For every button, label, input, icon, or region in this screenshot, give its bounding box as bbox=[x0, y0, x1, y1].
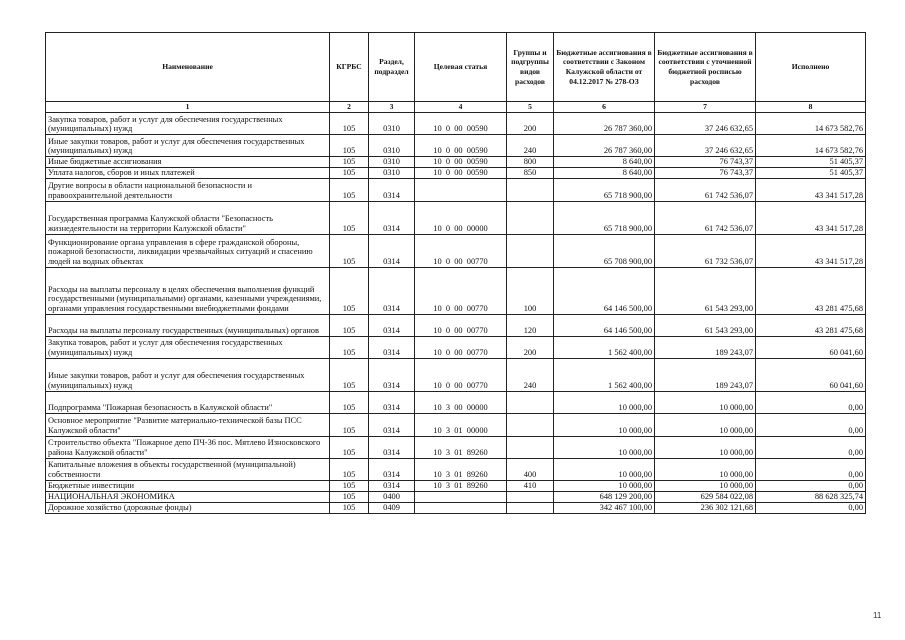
row-target-code bbox=[415, 178, 507, 201]
row-name: Строительство объекта "Пожарное депо ПЧ-36 пос. Мятлево Износковского района Калужской области" bbox=[46, 436, 330, 458]
page-number: 11 bbox=[873, 611, 882, 620]
row-name: Иные закупки товаров, работ и услуг для обеспечения государственных (муниципальных) нужд bbox=[46, 135, 330, 157]
row-kgrbs: 105 bbox=[330, 458, 369, 480]
row-name: Иные закупки товаров, работ и услуг для обеспечения государственных (муниципальных) нужд bbox=[46, 358, 330, 391]
row-name: Уплата налогов, сборов и иных платежей bbox=[46, 167, 330, 178]
row-budget-refined: 629 584 022,08 bbox=[655, 491, 756, 502]
row-executed: 14 673 582,76 bbox=[756, 135, 866, 157]
row-section: 0400 bbox=[369, 491, 415, 502]
row-kgrbs: 105 bbox=[330, 502, 369, 513]
row-expense-group bbox=[507, 391, 554, 413]
row-section: 0409 bbox=[369, 502, 415, 513]
row-budget-refined: 236 302 121,68 bbox=[655, 502, 756, 513]
row-executed: 0,00 bbox=[756, 458, 866, 480]
row-name: Иные бюджетные ассигнования bbox=[46, 157, 330, 168]
row-kgrbs: 105 bbox=[330, 358, 369, 391]
row-kgrbs: 105 bbox=[330, 491, 369, 502]
row-target-code: 10 0 00 00590 bbox=[415, 157, 507, 168]
table-row bbox=[46, 491, 866, 502]
row-expense-group: 100 bbox=[507, 267, 554, 314]
row-section: 0314 bbox=[369, 358, 415, 391]
row-budget-refined: 76 743,37 bbox=[655, 167, 756, 178]
row-budget-law: 64 146 500,00 bbox=[554, 267, 655, 314]
row-expense-group bbox=[507, 502, 554, 513]
row-expense-group bbox=[507, 178, 554, 201]
row-budget-law: 1 562 400,00 bbox=[554, 358, 655, 391]
row-executed: 43 341 517,28 bbox=[756, 234, 866, 267]
row-budget-law: 10 000,00 bbox=[554, 413, 655, 436]
table-row bbox=[46, 458, 866, 480]
row-budget-law: 10 000,00 bbox=[554, 391, 655, 413]
row-budget-refined: 10 000,00 bbox=[655, 480, 756, 491]
row-budget-law: 10 000,00 bbox=[554, 436, 655, 458]
row-kgrbs: 105 bbox=[330, 314, 369, 336]
row-name: Подпрограмма "Пожарная безопасность в Калужской области" bbox=[46, 391, 330, 413]
row-section: 0314 bbox=[369, 201, 415, 234]
row-target-code: 10 0 00 00590 bbox=[415, 113, 507, 135]
row-expense-group: 200 bbox=[507, 336, 554, 358]
header-budget-refined: Бюджетные ассигнования в соответствии с уточненной бюджетной росписью расходов bbox=[655, 33, 756, 102]
header-executed: Исполнено bbox=[756, 33, 866, 102]
row-executed: 60 041,60 bbox=[756, 358, 866, 391]
row-budget-law: 10 000,00 bbox=[554, 480, 655, 491]
row-expense-group: 120 bbox=[507, 314, 554, 336]
row-expense-group: 200 bbox=[507, 113, 554, 135]
row-budget-refined: 189 243,07 bbox=[655, 336, 756, 358]
table-row bbox=[46, 480, 866, 491]
row-section: 0314 bbox=[369, 336, 415, 358]
row-expense-group: 400 bbox=[507, 458, 554, 480]
row-expense-group bbox=[507, 201, 554, 234]
row-expense-group bbox=[507, 413, 554, 436]
row-budget-refined: 76 743,37 bbox=[655, 157, 756, 168]
header-group: Группы и подгруппы видов расходов bbox=[507, 33, 554, 102]
column-number: 4 bbox=[415, 102, 507, 113]
row-budget-law: 8 640,00 bbox=[554, 157, 655, 168]
row-budget-law: 65 718 900,00 bbox=[554, 178, 655, 201]
row-name: Закупка товаров, работ и услуг для обеспечения государственных (муниципальных) нужд bbox=[46, 336, 330, 358]
row-executed: 43 281 475,68 bbox=[756, 267, 866, 314]
table-row bbox=[46, 157, 866, 168]
row-name: Закупка товаров, работ и услуг для обеспечения государственных (муниципальных) нужд bbox=[46, 113, 330, 135]
row-section: 0310 bbox=[369, 167, 415, 178]
row-name: Другие вопросы в области национальной безопасности и правоохранительной деятельности bbox=[46, 178, 330, 201]
row-budget-refined: 189 243,07 bbox=[655, 358, 756, 391]
row-section: 0314 bbox=[369, 436, 415, 458]
table-row bbox=[46, 502, 866, 513]
table-row bbox=[46, 167, 866, 178]
row-budget-law: 1 562 400,00 bbox=[554, 336, 655, 358]
row-target-code: 10 0 00 00770 bbox=[415, 267, 507, 314]
row-executed: 0,00 bbox=[756, 480, 866, 491]
table-row bbox=[46, 436, 866, 458]
row-executed: 88 628 325,74 bbox=[756, 491, 866, 502]
row-section: 0314 bbox=[369, 314, 415, 336]
row-target-code: 10 0 00 00770 bbox=[415, 314, 507, 336]
budget-table bbox=[45, 32, 866, 514]
row-executed: 43 281 475,68 bbox=[756, 314, 866, 336]
row-kgrbs: 105 bbox=[330, 413, 369, 436]
row-kgrbs: 105 bbox=[330, 267, 369, 314]
header-target: Целевая статья bbox=[415, 33, 507, 102]
row-budget-refined: 61 732 536,07 bbox=[655, 234, 756, 267]
row-target-code: 10 3 00 00000 bbox=[415, 391, 507, 413]
row-kgrbs: 105 bbox=[330, 178, 369, 201]
row-target-code: 10 0 00 00770 bbox=[415, 358, 507, 391]
row-expense-group bbox=[507, 436, 554, 458]
table-row bbox=[46, 267, 866, 314]
row-target-code: 10 0 00 00000 bbox=[415, 201, 507, 234]
row-budget-refined: 10 000,00 bbox=[655, 391, 756, 413]
row-section: 0314 bbox=[369, 480, 415, 491]
row-executed: 0,00 bbox=[756, 413, 866, 436]
row-kgrbs: 105 bbox=[330, 167, 369, 178]
header-section: Раздел, подраздел bbox=[369, 33, 415, 102]
header-row bbox=[46, 33, 866, 102]
row-section: 0310 bbox=[369, 157, 415, 168]
row-budget-refined: 61 742 536,07 bbox=[655, 178, 756, 201]
row-budget-law: 64 146 500,00 bbox=[554, 314, 655, 336]
row-section: 0314 bbox=[369, 234, 415, 267]
table-row bbox=[46, 336, 866, 358]
row-name: НАЦИОНАЛЬНАЯ ЭКОНОМИКА bbox=[46, 491, 330, 502]
row-expense-group: 410 bbox=[507, 480, 554, 491]
row-kgrbs: 105 bbox=[330, 113, 369, 135]
row-kgrbs: 105 bbox=[330, 201, 369, 234]
row-budget-refined: 61 742 536,07 bbox=[655, 201, 756, 234]
row-section: 0310 bbox=[369, 135, 415, 157]
column-number: 6 bbox=[554, 102, 655, 113]
row-budget-refined: 10 000,00 bbox=[655, 413, 756, 436]
row-kgrbs: 105 bbox=[330, 436, 369, 458]
row-section: 0314 bbox=[369, 413, 415, 436]
row-expense-group: 800 bbox=[507, 157, 554, 168]
column-number: 3 bbox=[369, 102, 415, 113]
row-kgrbs: 105 bbox=[330, 336, 369, 358]
row-budget-law: 26 787 360,00 bbox=[554, 113, 655, 135]
row-executed: 43 341 517,28 bbox=[756, 178, 866, 201]
column-number: 1 bbox=[46, 102, 330, 113]
row-executed: 51 405,37 bbox=[756, 167, 866, 178]
row-name: Расходы на выплаты персоналу государственных (муниципальных) органов bbox=[46, 314, 330, 336]
row-target-code bbox=[415, 491, 507, 502]
row-budget-refined: 10 000,00 bbox=[655, 458, 756, 480]
row-target-code: 10 3 01 00000 bbox=[415, 413, 507, 436]
header-name: Наименование bbox=[46, 33, 330, 102]
column-number: 8 bbox=[756, 102, 866, 113]
row-expense-group bbox=[507, 234, 554, 267]
row-budget-law: 65 718 900,00 bbox=[554, 201, 655, 234]
row-expense-group: 850 bbox=[507, 167, 554, 178]
row-kgrbs: 105 bbox=[330, 391, 369, 413]
row-target-code: 10 0 00 00770 bbox=[415, 234, 507, 267]
row-section: 0314 bbox=[369, 178, 415, 201]
column-number-row bbox=[46, 102, 866, 113]
row-budget-refined: 37 246 632,65 bbox=[655, 135, 756, 157]
row-section: 0310 bbox=[369, 113, 415, 135]
row-section: 0314 bbox=[369, 267, 415, 314]
row-executed: 60 041,60 bbox=[756, 336, 866, 358]
table-body bbox=[46, 113, 866, 514]
row-budget-law: 10 000,00 bbox=[554, 458, 655, 480]
row-kgrbs: 105 bbox=[330, 234, 369, 267]
row-executed: 43 341 517,28 bbox=[756, 201, 866, 234]
row-kgrbs: 105 bbox=[330, 157, 369, 168]
row-expense-group bbox=[507, 491, 554, 502]
row-name: Расходы на выплаты персоналу в целях обеспечения выполнения функций государственными (муниципальными) органами, казенными учреждениями, органами управления государственными внебюджетными фондами bbox=[46, 267, 330, 314]
row-expense-group: 240 bbox=[507, 135, 554, 157]
row-budget-refined: 61 543 293,00 bbox=[655, 314, 756, 336]
row-kgrbs: 105 bbox=[330, 480, 369, 491]
row-name: Государственная программа Калужской области "Безопасность жизнедеятельности на территории Калужской области" bbox=[46, 201, 330, 234]
row-target-code: 10 0 00 00770 bbox=[415, 336, 507, 358]
row-target-code bbox=[415, 502, 507, 513]
row-name: Капитальные вложения в объекты государственной (муниципальной) собственности bbox=[46, 458, 330, 480]
header-kgrbs: КГРБС bbox=[330, 33, 369, 102]
table-row bbox=[46, 135, 866, 157]
row-expense-group: 240 bbox=[507, 358, 554, 391]
table-row bbox=[46, 358, 866, 391]
row-name: Функционирование органа управления в сфере гражданской обороны, пожарной безопасности, ликвидации чрезвычайных ситуаций и спасению людей на водных объектах bbox=[46, 234, 330, 267]
row-budget-refined: 10 000,00 bbox=[655, 436, 756, 458]
table-row bbox=[46, 201, 866, 234]
column-number: 2 bbox=[330, 102, 369, 113]
row-budget-law: 648 129 200,00 bbox=[554, 491, 655, 502]
row-budget-law: 65 708 900,00 bbox=[554, 234, 655, 267]
row-budget-refined: 37 246 632,65 bbox=[655, 113, 756, 135]
row-name: Бюджетные инвестиции bbox=[46, 480, 330, 491]
row-section: 0314 bbox=[369, 458, 415, 480]
table-row bbox=[46, 113, 866, 135]
row-name: Дорожное хозяйство (дорожные фонды) bbox=[46, 502, 330, 513]
row-target-code: 10 3 01 89260 bbox=[415, 480, 507, 491]
row-executed: 0,00 bbox=[756, 436, 866, 458]
table-row bbox=[46, 234, 866, 267]
row-budget-law: 26 787 360,00 bbox=[554, 135, 655, 157]
row-budget-refined: 61 543 293,00 bbox=[655, 267, 756, 314]
table-row bbox=[46, 178, 866, 201]
column-number: 5 bbox=[507, 102, 554, 113]
row-budget-law: 342 467 100,00 bbox=[554, 502, 655, 513]
row-executed: 0,00 bbox=[756, 391, 866, 413]
row-executed: 51 405,37 bbox=[756, 157, 866, 168]
column-number: 7 bbox=[655, 102, 756, 113]
row-executed: 0,00 bbox=[756, 502, 866, 513]
table-row bbox=[46, 413, 866, 436]
row-target-code: 10 3 01 89260 bbox=[415, 458, 507, 480]
row-kgrbs: 105 bbox=[330, 135, 369, 157]
row-target-code: 10 0 00 00590 bbox=[415, 135, 507, 157]
table-row bbox=[46, 391, 866, 413]
row-target-code: 10 3 01 89260 bbox=[415, 436, 507, 458]
header-budget-law: Бюджетные ассигнования в соответствии с Законом Калужской области от 04.12.2017 № 278-ОЗ bbox=[554, 33, 655, 102]
row-name: Основное мероприятие "Развитие материально-технической базы ПСС Калужской области" bbox=[46, 413, 330, 436]
row-section: 0314 bbox=[369, 391, 415, 413]
row-target-code: 10 0 00 00590 bbox=[415, 167, 507, 178]
table-row bbox=[46, 314, 866, 336]
row-executed: 14 673 582,76 bbox=[756, 113, 866, 135]
row-budget-law: 8 640,00 bbox=[554, 167, 655, 178]
